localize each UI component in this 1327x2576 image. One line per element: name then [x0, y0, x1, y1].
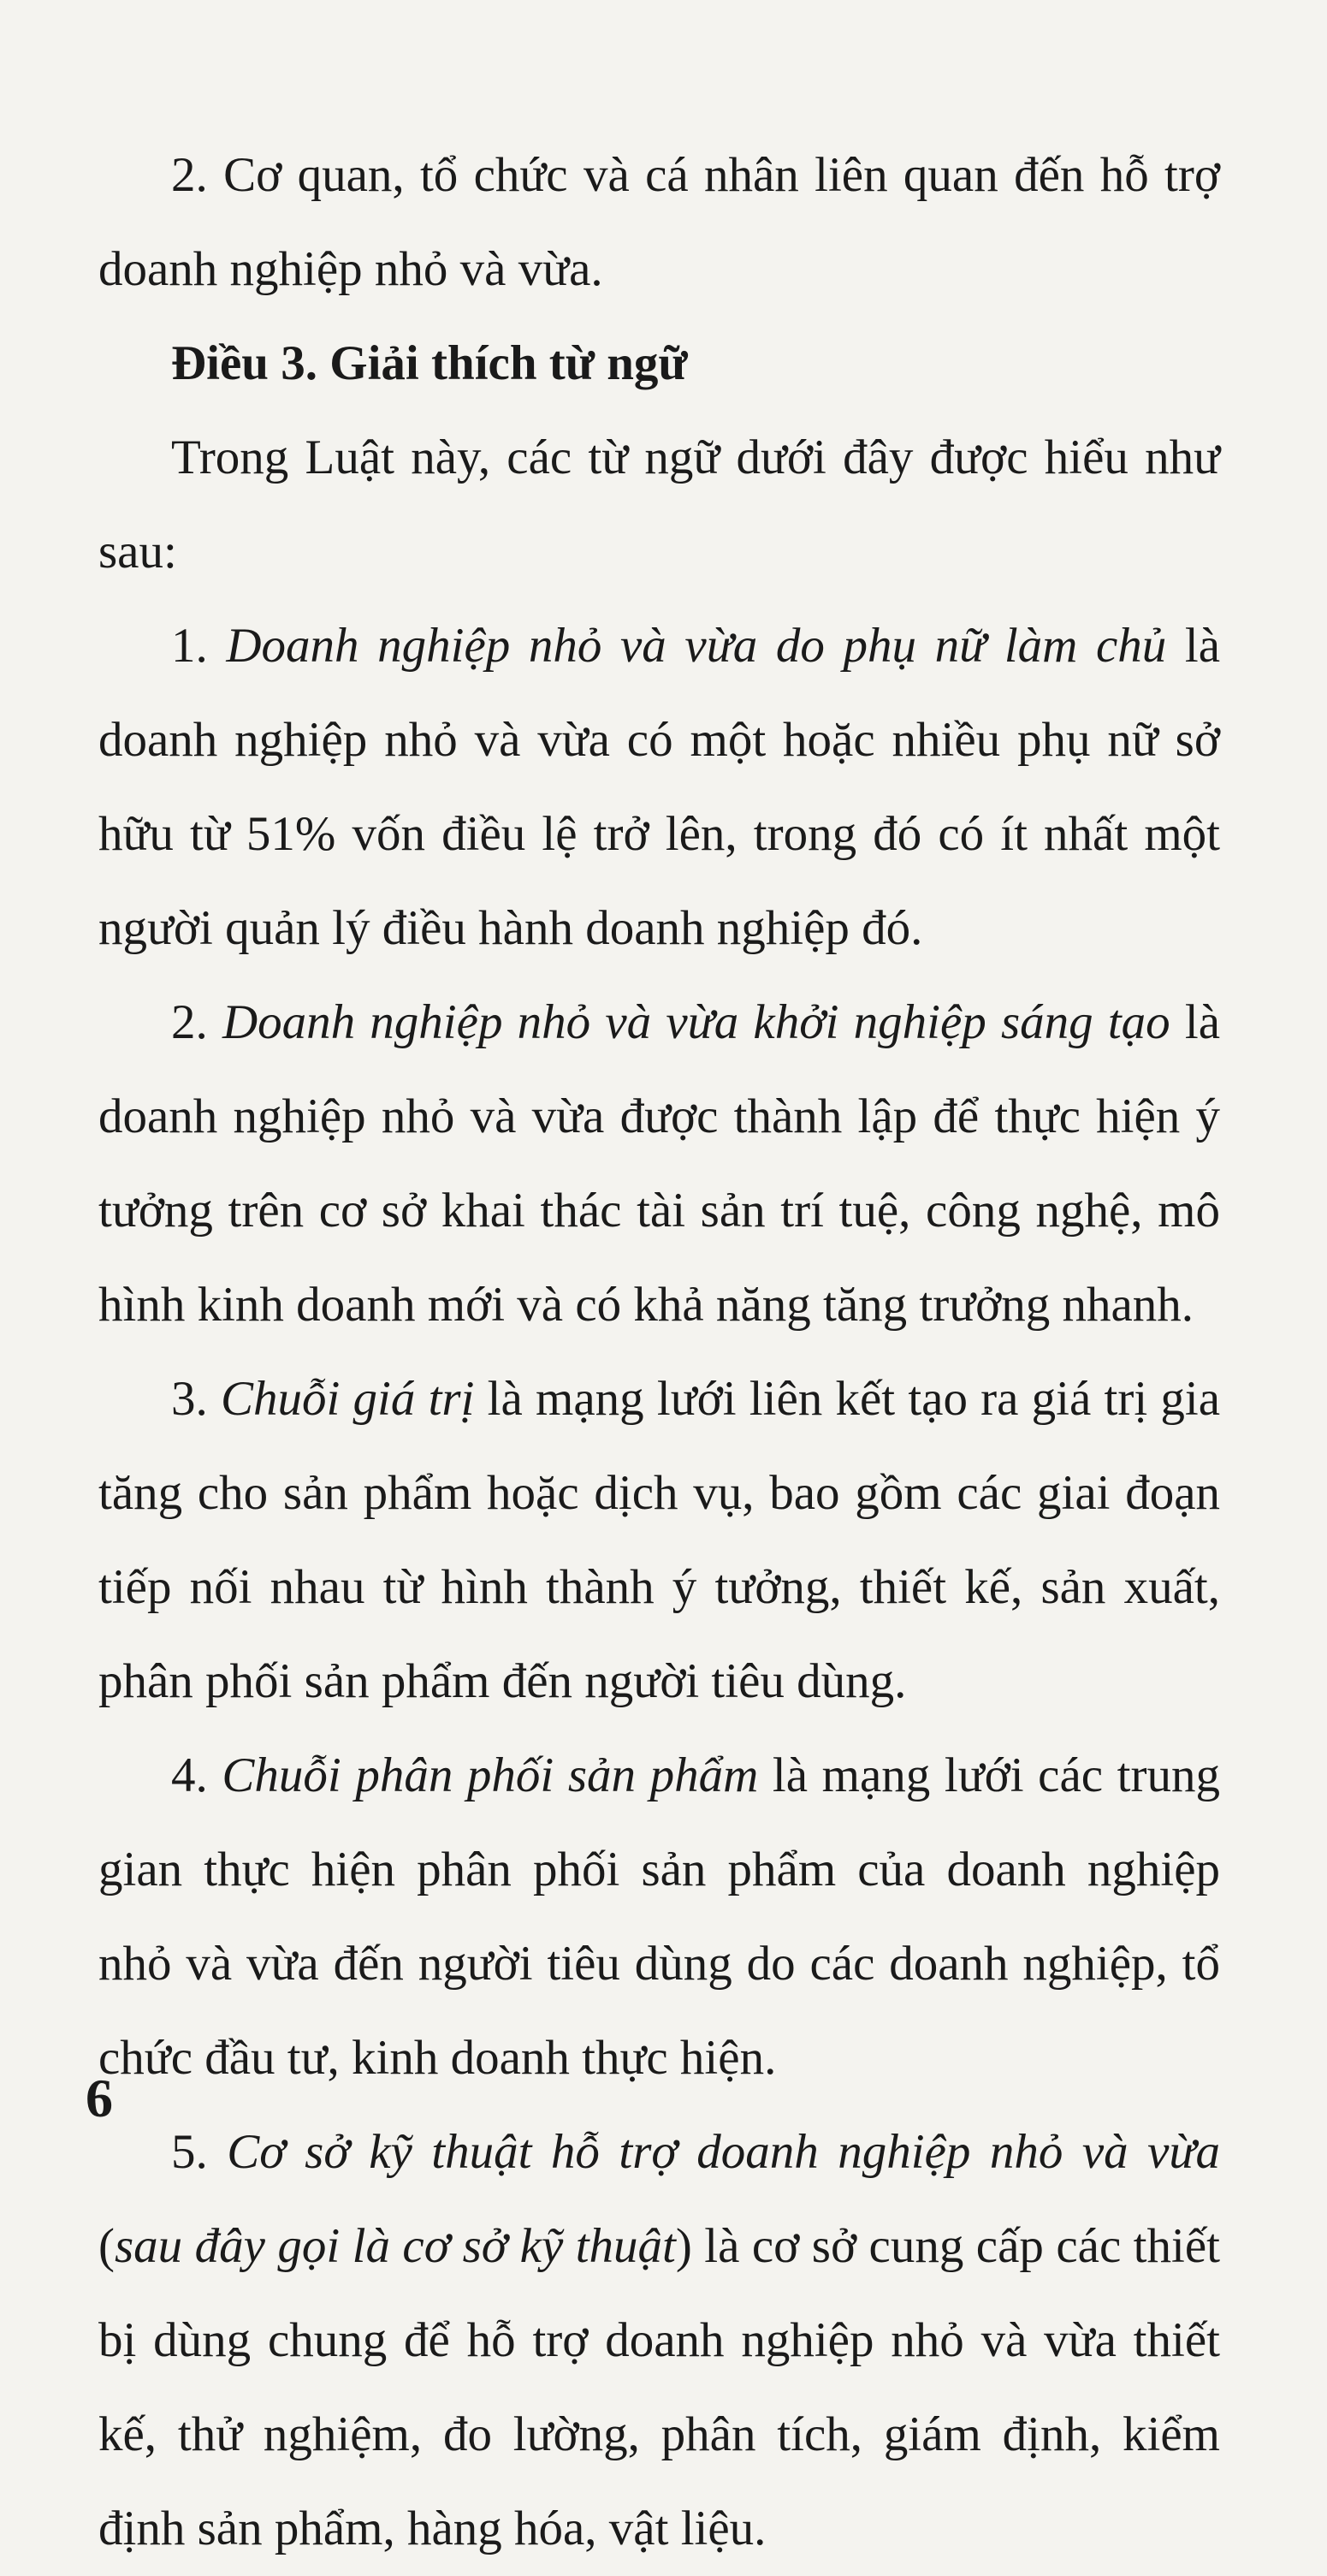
defined-term: Cơ sở kỹ thuật hỗ trợ doanh nghiệp nhỏ và vừa — [227, 2125, 1221, 2179]
definition-item-5 — [98, 2105, 1220, 2576]
definition-item-4 — [98, 1729, 1220, 2105]
definition-item-3 — [98, 1352, 1220, 1729]
definition-text: là doanh nghiệp nhỏ và vừa được thành lập để thực hiện ý tưởng trên cơ sở khai thác tài sản trí tuệ, công nghệ, mô hình kinh doanh mới và có khả năng tăng trưởng nhanh. — [98, 995, 1221, 1332]
paragraph-intro: Trong Luật này, các từ ngữ dưới đây được hiểu như sau: — [98, 430, 1220, 579]
item-number: 5. — [171, 2125, 228, 2179]
defined-term: Chuỗi giá trị — [220, 1372, 475, 1426]
definition-text: là mạng lưới liên kết tạo ra giá trị gia tăng cho sản phẩm hoặc dịch vụ, bao gồm các giai đoạn tiếp nối nhau từ hình thành ý tưởng, thiết kế, sản xuất, phân phối sản phẩm đến người tiêu dùng. — [98, 1372, 1221, 1708]
item-number: 4. — [171, 1748, 222, 1802]
article-heading: Điều 3. Giải thích từ ngữ — [171, 336, 688, 390]
definition-item-1 — [98, 599, 1220, 976]
item-number: 2. — [171, 995, 222, 1049]
definition-text: là doanh nghiệp nhỏ và vừa có một hoặc nhiều phụ nữ sở hữu từ 51% vốn điều lệ trở lên, trong đó có ít nhất một người quản lý điều hành doanh nghiệp đó. — [98, 619, 1221, 955]
defined-term: Doanh nghiệp nhỏ và vừa do phụ nữ làm chủ — [226, 619, 1167, 673]
paragraph-clause-2: 2. Cơ quan, tổ chức và cá nhân liên quan đến hỗ trợ doanh nghiệp nhỏ và vừa. — [98, 148, 1220, 296]
term-alias: sau đây gọi là cơ sở kỹ thuật — [114, 2219, 676, 2273]
open-paren: ( — [98, 2219, 115, 2273]
definition-text: là mạng lưới các trung gian thực hiện phân phối sản phẩm của doanh nghiệp nhỏ và vừa đến người tiêu dùng do các doanh nghiệp, tổ chức đầu tư, kinh doanh thực hiện. — [98, 1748, 1220, 2085]
page-number: 6 — [86, 2068, 113, 2128]
definition-item-2 — [98, 976, 1220, 1352]
defined-term: Chuỗi phân phối sản phẩm — [222, 1748, 759, 1802]
defined-term: Doanh nghiệp nhỏ và vừa khởi nghiệp sáng tạo — [222, 995, 1170, 1049]
definition-text: ) là cơ sở cung cấp các thiết bị dùng chung để hỗ trợ doanh nghiệp nhỏ và vừa thiết kế, thử nghiệm, đo lường, phân tích, giám định, kiểm định sản phẩm, hàng hóa, vật liệu. — [98, 2219, 1220, 2555]
item-number: 3. — [171, 1372, 221, 1426]
item-number: 1. — [171, 619, 227, 673]
